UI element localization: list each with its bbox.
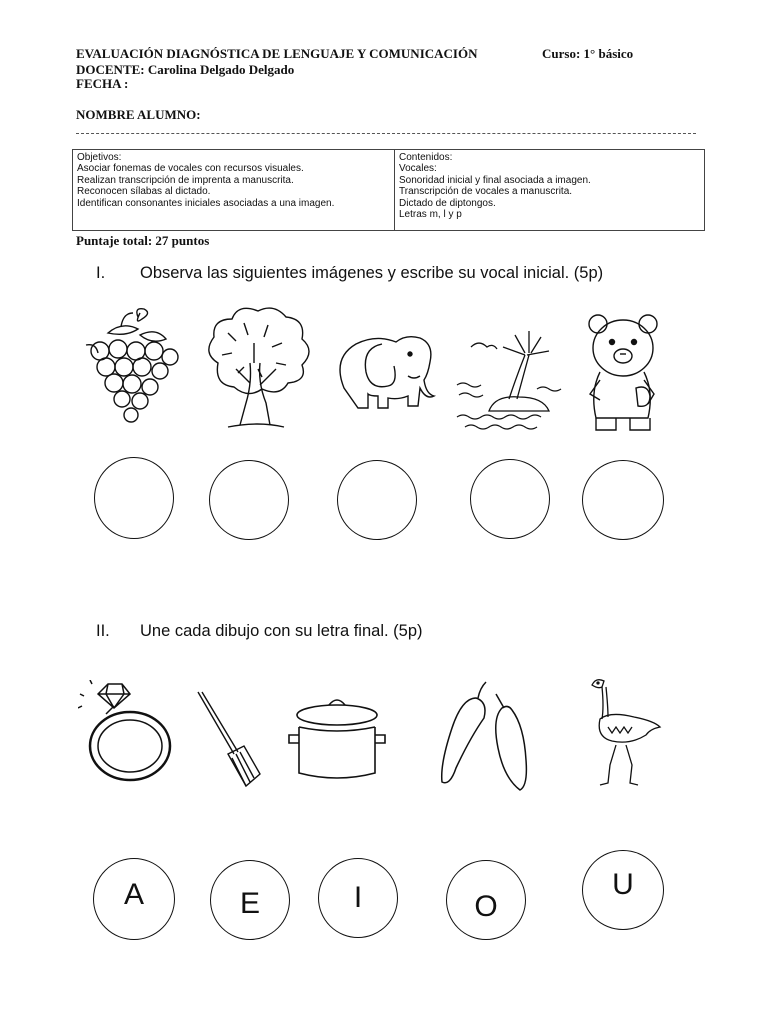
contents-cell xyxy=(395,150,705,231)
broom-image xyxy=(196,690,262,794)
section1-number: I. xyxy=(96,264,106,282)
pot-image xyxy=(285,693,389,787)
grapes-image xyxy=(78,305,184,435)
letter-a: A xyxy=(123,878,144,911)
letter-circle-a[interactable] xyxy=(93,858,175,940)
section2-instruction: Une cada dibujo con su letra final. (5p) xyxy=(140,622,423,640)
contents-heading: Contenidos: xyxy=(399,152,453,163)
content-item: Letras m, l y p xyxy=(399,209,462,221)
answer-circle-4[interactable] xyxy=(470,459,550,539)
island-image xyxy=(455,325,565,437)
elephant-image xyxy=(330,318,440,428)
tree-image xyxy=(198,303,314,435)
content-item: Vocales: xyxy=(399,163,437,175)
letter-circle-i[interactable] xyxy=(318,858,398,938)
answer-circle-1[interactable] xyxy=(94,457,174,539)
content-item: Transcripción de vocales a manuscrita. xyxy=(399,186,573,198)
course-label: Curso: 1° básico xyxy=(542,46,634,61)
letter-e: E xyxy=(239,887,260,920)
answer-circle-3[interactable] xyxy=(337,460,417,540)
letter-circle-u[interactable] xyxy=(582,850,664,930)
objective-item: Reconocen sílabas al dictado. xyxy=(77,186,211,198)
answer-circle-5[interactable] xyxy=(582,460,664,540)
letter-circle-o[interactable] xyxy=(446,860,526,940)
student-name-label: NOMBRE ALUMNO: xyxy=(76,107,201,122)
worksheet-title: EVALUACIÓN DIAGNÓSTICA DE LENGUAJE Y COMUNICACIÓN xyxy=(76,46,478,61)
objective-item: Realizan transcripción de imprenta a manuscrita. xyxy=(77,174,294,186)
objectives-table xyxy=(72,149,705,231)
ostrich-image xyxy=(586,675,666,790)
letter-i: I xyxy=(353,881,363,914)
objectives-cell xyxy=(73,150,395,231)
objective-item: Asociar fonemas de vocales con recursos visuales. xyxy=(77,163,304,175)
peppers-image xyxy=(432,680,544,792)
content-item: Sonoridad inicial y final asociada a imagen. xyxy=(399,174,591,186)
objective-item: Identifican consonantes iniciales asociadas a una imagen. xyxy=(77,197,335,209)
student-name-line xyxy=(76,133,696,134)
letter-circle-e[interactable] xyxy=(210,860,290,940)
content-item: Dictado de diptongos. xyxy=(399,197,496,209)
answer-circle-2[interactable] xyxy=(209,460,289,540)
total-score: Puntaje total: 27 puntos xyxy=(76,233,210,248)
section1-instruction: Observa las siguientes imágenes y escribe su vocal inicial. (5p) xyxy=(140,264,604,282)
objectives-heading: Objetivos: xyxy=(77,152,122,163)
date-label: FECHA : xyxy=(76,76,129,91)
bear-image xyxy=(578,310,668,436)
teacher-label: DOCENTE: Carolina Delgado Delgado xyxy=(76,62,295,77)
letter-o: O xyxy=(474,890,498,923)
ring-image xyxy=(78,680,178,786)
section2-number: II. xyxy=(96,622,110,640)
letter-u: U xyxy=(612,868,634,901)
